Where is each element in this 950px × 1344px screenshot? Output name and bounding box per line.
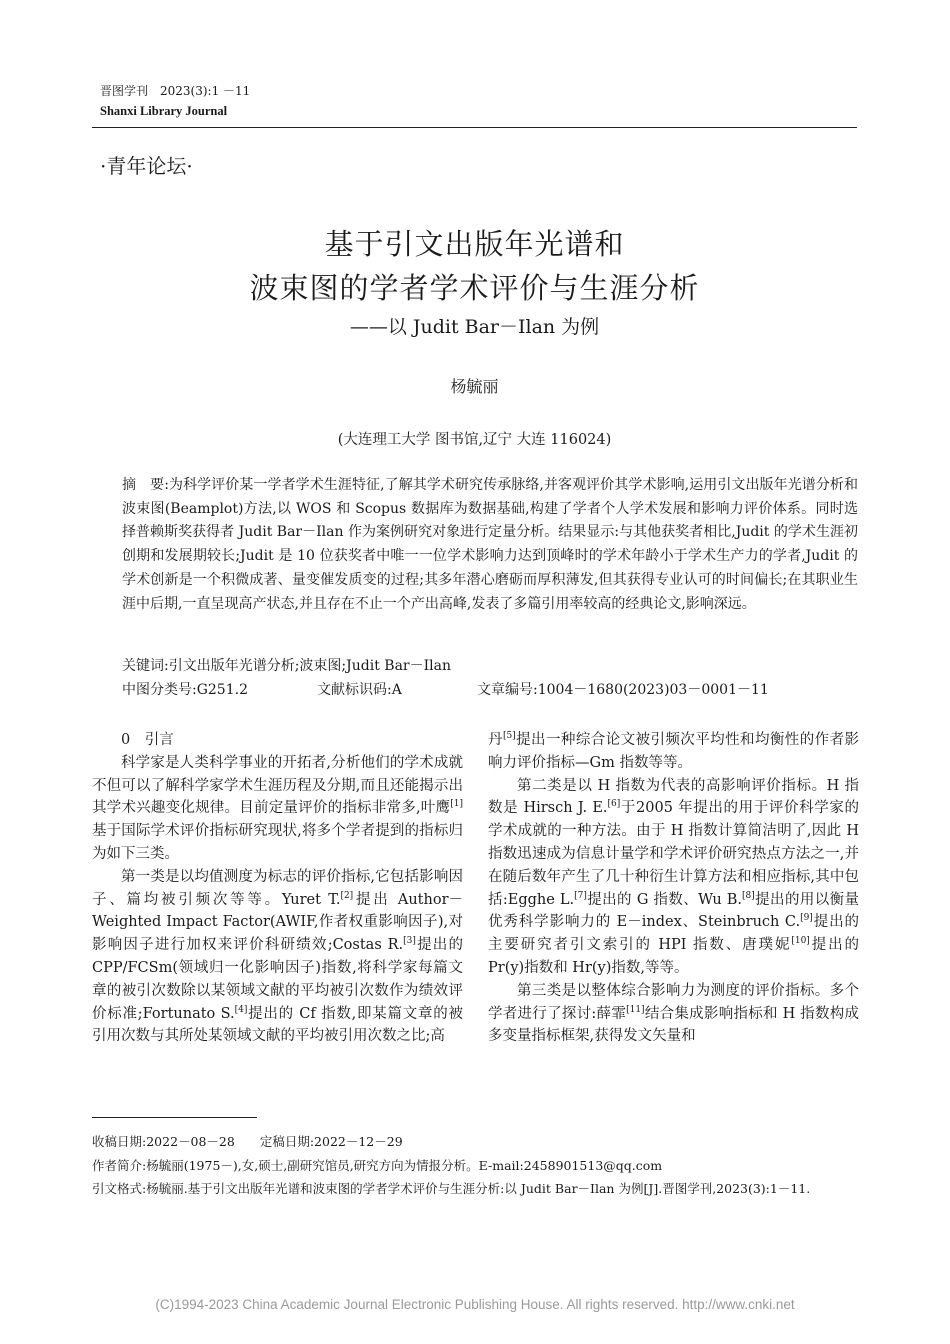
article-subtitle: ——以 Judit Bar－Ilan 为例	[349, 316, 600, 338]
body-left-column	[92, 729, 463, 1048]
keywords	[122, 655, 451, 675]
journal-header-en: Shanxi Library Journal	[100, 104, 228, 118]
citation-ref[interactable]: [11]	[626, 1004, 645, 1015]
paragraph: 第一类是以均值测度为标志的评价指标,它包括影响因子、篇均被引频次等等。Yuret T.[2]提出 Author－Weighted Impact Factor(AWIF,作者权重影响因子),对影响因子进行加权来评价科研绩效;Costas R.[3]提出的 CPP/FCSm(领域归一化影响因子)指数,将科学家每篇文章的被引次数除以某领域文献的平均被引次数作为绩效评价标准;Fortunato S.[4]提出的 Cf 指数,即某篇文章的被引用次数与其所处某领域文献的平均被引用次数之比;高	[92, 868, 463, 1045]
author-name: 杨毓丽	[450, 377, 499, 396]
keywords-label: 关键词:	[122, 658, 169, 674]
paragraph: 第三类是以整体综合影响力为测度的评价指标。多个学者进行了探讨:薛霏[11]结合集成影响指标和 H 指数构成多变量指标框架,获得发文矢量和	[488, 982, 859, 1045]
article-number: 文章编号:1004－1680(2023)03－0001－11	[477, 682, 769, 698]
citation-ref[interactable]: [4]	[234, 1004, 248, 1015]
citation-ref[interactable]: [1]	[450, 799, 463, 810]
abstract-label: 摘 要:	[122, 477, 169, 493]
clc-number: 中图分类号:G251.2	[122, 682, 248, 698]
citation-ref[interactable]: [2]	[340, 890, 354, 901]
article-title-line1: 基于引文出版年光谱和	[324, 227, 625, 261]
copyright-notice: (C)1994-2023 China Academic Journal Electronic Publishing House. All rights reserved. http://www.cnki.net	[155, 1297, 795, 1312]
paragraph: 丹[5]提出一种综合论文被引频次平均性和均衡性的作者影响力评价指标—Gm 指数等等。	[488, 731, 860, 771]
footnote-divider	[92, 1117, 257, 1118]
citation-ref[interactable]: [6]	[607, 799, 621, 810]
article-title-line2: 波束图的学者学术评价与生涯分析	[249, 271, 700, 305]
citation-ref[interactable]: [7]	[574, 890, 587, 901]
abstract	[122, 474, 858, 616]
footnote-citation-format: 引文格式:杨毓丽.基于引文出版年光谱和波束图的学者学术评价与生涯分析:以 Judit Bar－Ilan 为例[J].晋图学刊,2023(3):1－11.	[92, 1181, 811, 1196]
classification-line	[122, 679, 858, 699]
citation-ref[interactable]: [8]	[742, 890, 755, 901]
footnote-author-bio: 作者简介:杨毓丽(1975－),女,硕士,副研究馆员,研究方向为情报分析。E-mail:2458901513@qq.com	[92, 1158, 663, 1173]
author-affiliation: (大连理工大学 图书馆,辽宁 大连 116024)	[337, 432, 612, 448]
paragraph: 第二类是以 H 指数为代表的高影响评价指标。H 指数是 Hirsch J. E.[6]于2005 年提出的用于评价科学家的学术成就的一种方法。由于 H 指数计算简洁明了,因此 H 指数迅速成为信息计量学和学术评价研究热点方法之一,并在随后数年产生了几十种衍生计算方法和相应指标,其中包括:Egghe L.[7]提出的 G 指数、Wu B.[8]提出的用以衡量优秀科学影响力的 E－index、Steinbruch C.[9]提出的主要研究者引文索引的 HPI 指数、唐璞妮[10]提出的 Pr(y)指数和 Hr(y)指数,等等。	[488, 777, 859, 976]
paragraph: 科学家是人类科学事业的开拓者,分析他们的学术成就不但可以了解科学家学术生涯历程及分期,而且还能揭示出其学术兴趣变化规律。目前定量评价的指标非常多,叶鹰[1]基于国际学术评价指标研究现状,将多个学者提到的指标归为如下三类。	[92, 754, 463, 862]
keywords-text: 引文出版年光谱分析;波束图;Judit Bar－Ilan	[168, 658, 451, 674]
body-right-column	[488, 729, 859, 1048]
document-code: 文献标识码:A	[317, 682, 402, 698]
abstract-text: 为科学评价某一学者学术生涯特征,了解其学术研究传承脉络,并客观评价其学术影响,运用引文出版年光谱分析和波束图(Beamplot)方法,以 WOS 和 Scopus 数据库为数据基础,构建了学者个人学术发展和影响力评价体系。同时选择普赖斯奖获得者 Judit Bar－Ilan 作为案例研究对象进行定量分析。结果显示:与其他获奖者相比,Judit 的学术生涯初创期和发展期较长;Judit 是 10 位获奖者中唯一一位学术影响力达到顶峰时的学术年龄小于学术生产力的学者,Judit 的学术创新是一个积微成著、量变催发质变的过程;其多年潜心磨砺而厚积薄发,但其获得专业认可的时间偏长;在其职业生涯中后期,一直呈现高产状态,并且存在不止一个产出高峰,发表了多篇引用率较高的经典论文,影响深远。	[122, 477, 858, 612]
citation-ref[interactable]: [9]	[800, 913, 813, 924]
citation-ref[interactable]: [3]	[403, 936, 416, 947]
section-heading-intro: 0 引言	[121, 732, 174, 748]
citation-ref[interactable]: [5]	[502, 731, 516, 741]
header-divider	[92, 127, 857, 128]
citation-ref[interactable]: [10]	[791, 936, 810, 947]
journal-header-cn: 晋图学刊 2023(3):1 －11	[100, 84, 251, 98]
footnote-dates: 收稿日期:2022－08－28 定稿日期:2022－12－29	[92, 1134, 403, 1149]
section-label: ·青年论坛·	[100, 154, 193, 178]
